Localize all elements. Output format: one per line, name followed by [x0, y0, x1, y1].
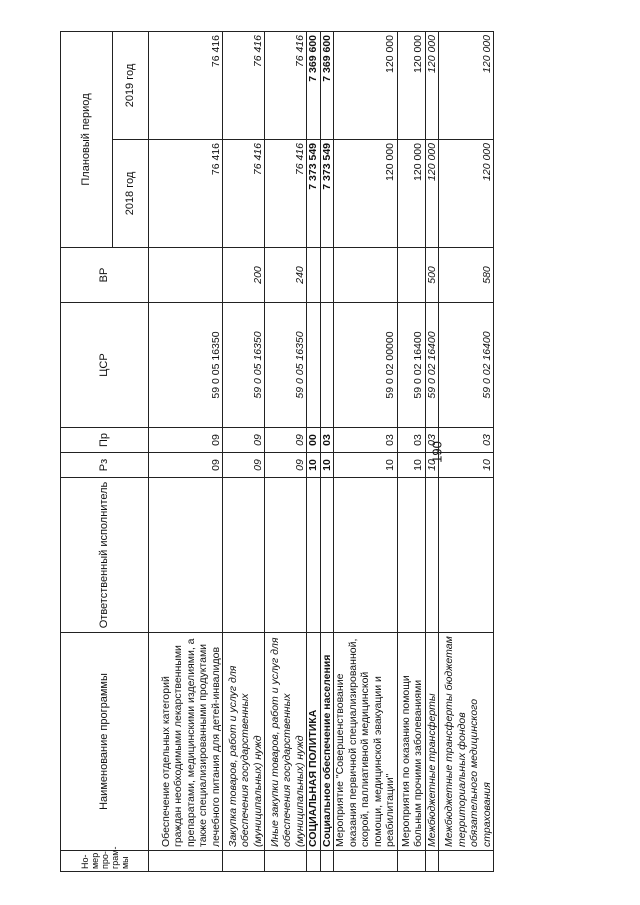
- cell-vr: [320, 248, 334, 303]
- cell-csr: 59 0 05 16350: [149, 303, 223, 428]
- cell-program-number: [320, 851, 334, 872]
- cell-csr: [307, 303, 321, 428]
- cell-executor: [307, 478, 321, 633]
- cell-vr: [334, 248, 398, 303]
- cell-program-name: Закупка товаров, работ и услуг для обеспечения государственных (муниципальных) нужд: [223, 633, 265, 851]
- cell-pr: 03: [320, 428, 334, 453]
- table-row: [307, 32, 321, 872]
- cell-program-name: Межбюджетные трансферты бюджетам территориальных фондов обязательного медицинского страхования: [439, 633, 494, 851]
- table-body: [149, 32, 494, 872]
- cell-program-name: Мероприятие "Совершенствование оказания первичной специализированной, скорой, паллиативной медицинской помощи, медицинской эвакуации и реабилитации": [334, 633, 398, 851]
- cell-executor: [334, 478, 398, 633]
- cell-executor: [320, 478, 334, 633]
- cell-2018: 7 373 549: [320, 140, 334, 248]
- header-csr: ЦСР: [61, 303, 149, 428]
- cell-pr: 03: [334, 428, 398, 453]
- cell-csr: 59 0 02 16400: [397, 303, 425, 428]
- cell-pr: 03: [425, 428, 439, 453]
- cell-pr: 00: [307, 428, 321, 453]
- table-row: [223, 32, 265, 872]
- cell-2019: 76 416: [149, 32, 223, 140]
- cell-program-number: [439, 851, 494, 872]
- cell-rz: 10: [334, 453, 398, 478]
- cell-2018: 76 416: [265, 140, 307, 248]
- header-2019: 2019 год: [113, 32, 149, 140]
- cell-2019: 76 416: [265, 32, 307, 140]
- cell-program-number: [223, 851, 265, 872]
- table-row: [320, 32, 334, 872]
- cell-2019: 7 369 600: [307, 32, 321, 140]
- table-row: [149, 32, 223, 872]
- cell-pr: 03: [439, 428, 494, 453]
- cell-vr: 200: [223, 248, 265, 303]
- cell-pr: 09: [265, 428, 307, 453]
- cell-csr: 59 0 02 16400: [439, 303, 494, 428]
- header-pr: Пр: [61, 428, 149, 453]
- cell-program-name: Иные закупки товаров, работ и услуг для обеспечения государственных (муниципальных) нужд: [265, 633, 307, 851]
- cell-executor: [425, 478, 439, 633]
- cell-executor: [149, 478, 223, 633]
- cell-csr: 59 0 02 00000: [334, 303, 398, 428]
- cell-vr: 580: [439, 248, 494, 303]
- cell-program-number: [425, 851, 439, 872]
- cell-program-name: СОЦИАЛЬНАЯ ПОЛИТИКА: [307, 633, 321, 851]
- table-row: [265, 32, 307, 872]
- cell-program-number: [265, 851, 307, 872]
- header-program-number: Но-мер про-грам-мы: [61, 851, 149, 872]
- cell-rz: 10: [397, 453, 425, 478]
- cell-executor: [397, 478, 425, 633]
- cell-2018: 120 000: [397, 140, 425, 248]
- table-row: [334, 32, 398, 872]
- cell-pr: 03: [397, 428, 425, 453]
- cell-program-name: Межбюджетные трансферты: [425, 633, 439, 851]
- table-row: [425, 32, 439, 872]
- cell-rz: 10: [307, 453, 321, 478]
- cell-vr: [307, 248, 321, 303]
- cell-csr: [320, 303, 334, 428]
- cell-executor: [223, 478, 265, 633]
- table-row: [397, 32, 425, 872]
- cell-rz: 09: [149, 453, 223, 478]
- cell-rz: 09: [223, 453, 265, 478]
- cell-vr: 500: [425, 248, 439, 303]
- cell-2018: 76 416: [223, 140, 265, 248]
- cell-csr: 59 0 05 16350: [265, 303, 307, 428]
- budget-table: [60, 31, 494, 872]
- cell-program-number: [149, 851, 223, 872]
- cell-program-number: [397, 851, 425, 872]
- cell-executor: [439, 478, 494, 633]
- header-vr: ВР: [61, 248, 149, 303]
- cell-rz: 10: [425, 453, 439, 478]
- cell-2018: 76 416: [149, 140, 223, 248]
- header-executor: Ответственный исполнитель: [61, 478, 149, 633]
- cell-2019: 120 000: [334, 32, 398, 140]
- cell-vr: 240: [265, 248, 307, 303]
- cell-pr: 09: [223, 428, 265, 453]
- header-rz: Рз: [61, 453, 149, 478]
- cell-2019: 120 000: [397, 32, 425, 140]
- cell-pr: 09: [149, 428, 223, 453]
- cell-vr: [149, 248, 223, 303]
- table-row: [439, 32, 494, 872]
- header-program-name: Наименование программы: [61, 633, 149, 851]
- cell-2018: 120 000: [334, 140, 398, 248]
- cell-program-name: Социальное обеспечение населения: [320, 633, 334, 851]
- header-2018: 2018 год: [113, 140, 149, 248]
- cell-2019: 7 369 600: [320, 32, 334, 140]
- cell-2019: 120 000: [439, 32, 494, 140]
- cell-executor: [265, 478, 307, 633]
- cell-program-name: Мероприятия по оказанию помощи больным прочими заболеваниями: [397, 633, 425, 851]
- cell-2019: 120 000: [425, 32, 439, 140]
- cell-rz: 10: [320, 453, 334, 478]
- header-planned-period: Плановый период: [61, 32, 113, 248]
- cell-2018: 120 000: [425, 140, 439, 248]
- cell-rz: 09: [265, 453, 307, 478]
- cell-program-name: Обеспечение отдельных категорий граждан необходимыми лекарственными препаратами, медицинскими изделиями, а также специализированными продуктами лечебного питания для детей-инвалидов: [149, 633, 223, 851]
- cell-2018: 120 000: [439, 140, 494, 248]
- page-number: 190: [429, 441, 445, 463]
- cell-program-number: [307, 851, 321, 872]
- cell-vr: [397, 248, 425, 303]
- rotated-page: [60, 32, 580, 872]
- cell-csr: 59 0 02 16400: [425, 303, 439, 428]
- cell-rz: 10: [439, 453, 494, 478]
- cell-csr: 59 0 05 16350: [223, 303, 265, 428]
- cell-2018: 7 373 549: [307, 140, 321, 248]
- cell-program-number: [334, 851, 398, 872]
- cell-2019: 76 416: [223, 32, 265, 140]
